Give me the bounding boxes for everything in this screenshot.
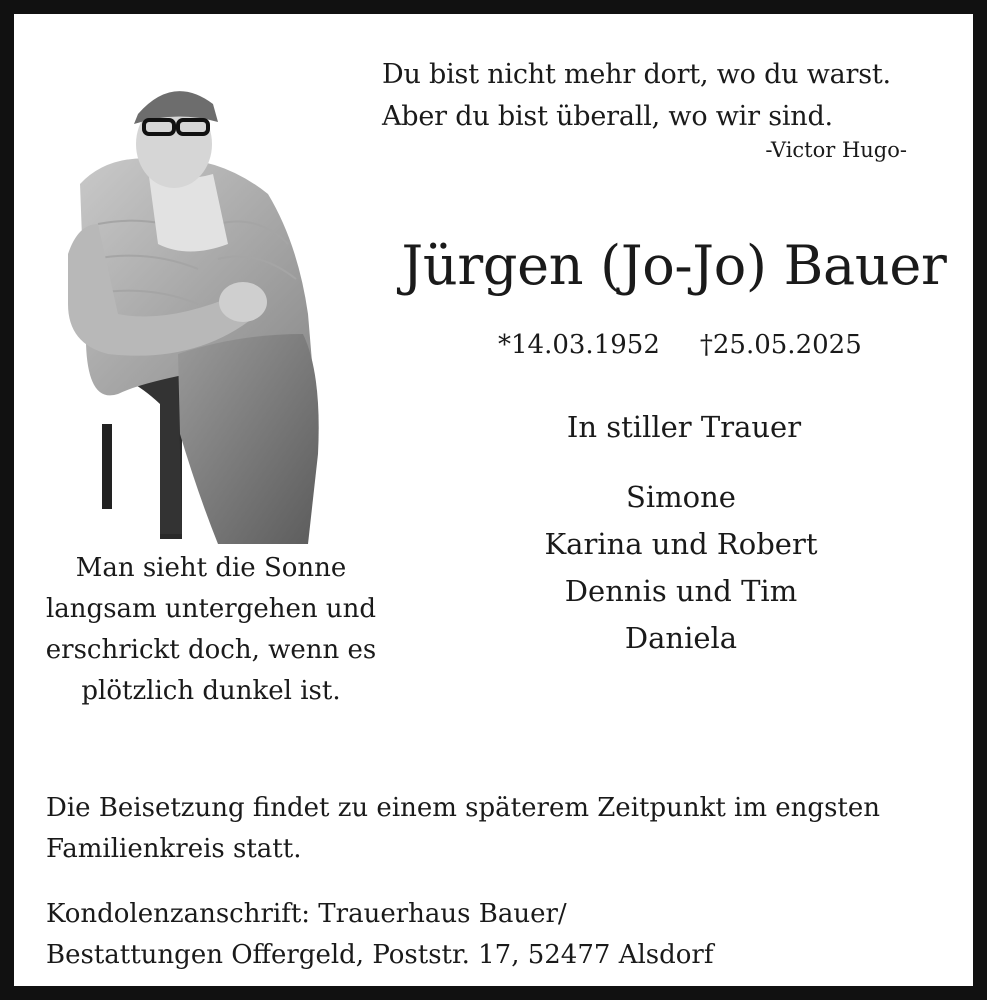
life-dates xyxy=(498,330,862,360)
mourner-name: Daniela xyxy=(624,621,738,655)
sunset-quote xyxy=(36,548,386,712)
sunset-quote-line-3: erschrickt doch, wenn es xyxy=(45,635,377,665)
condolence-line-1: Kondolenzanschrift: Trauerhaus Bauer/ xyxy=(46,899,567,929)
quote-line-1: Du bist nicht mehr dort, wo du warst. xyxy=(382,59,891,90)
sunset-quote-line-4: plötzlich dunkel ist. xyxy=(81,676,341,706)
condolence-line-2: Bestattungen Offergeld, Poststr. 17, 52477 Alsdorf xyxy=(46,940,714,970)
mourner-name: Karina und Robert xyxy=(544,527,818,561)
victor-hugo-quote xyxy=(382,54,891,138)
sunset-quote-line-1: Man sieht die Sonne xyxy=(75,553,347,583)
quote-line-2: Aber du bist überall, wo wir sind. xyxy=(382,101,833,132)
mourner-name: Dennis und Tim xyxy=(564,574,798,608)
mourners-list xyxy=(481,474,881,662)
funeral-notice-line-2: Familienkreis statt. xyxy=(46,834,302,864)
birth-date: *14.03.1952 xyxy=(498,330,660,360)
sunset-quote-line-2: langsam untergehen und xyxy=(45,594,377,624)
condolence-address xyxy=(46,894,946,976)
mourning-heading: In stiller Trauer xyxy=(566,410,802,444)
mourner-name: Simone xyxy=(626,480,736,514)
death-date: †25.05.2025 xyxy=(699,330,862,360)
funeral-notice xyxy=(46,788,946,870)
deceased-name: Jürgen (Jo-Jo) Bauer xyxy=(401,234,947,297)
quote-author: -Victor Hugo- xyxy=(765,138,907,162)
portrait-photo xyxy=(68,74,322,544)
funeral-notice-line-1: Die Beisetzung findet zu einem späterem Zeitpunkt im engsten xyxy=(46,793,880,823)
